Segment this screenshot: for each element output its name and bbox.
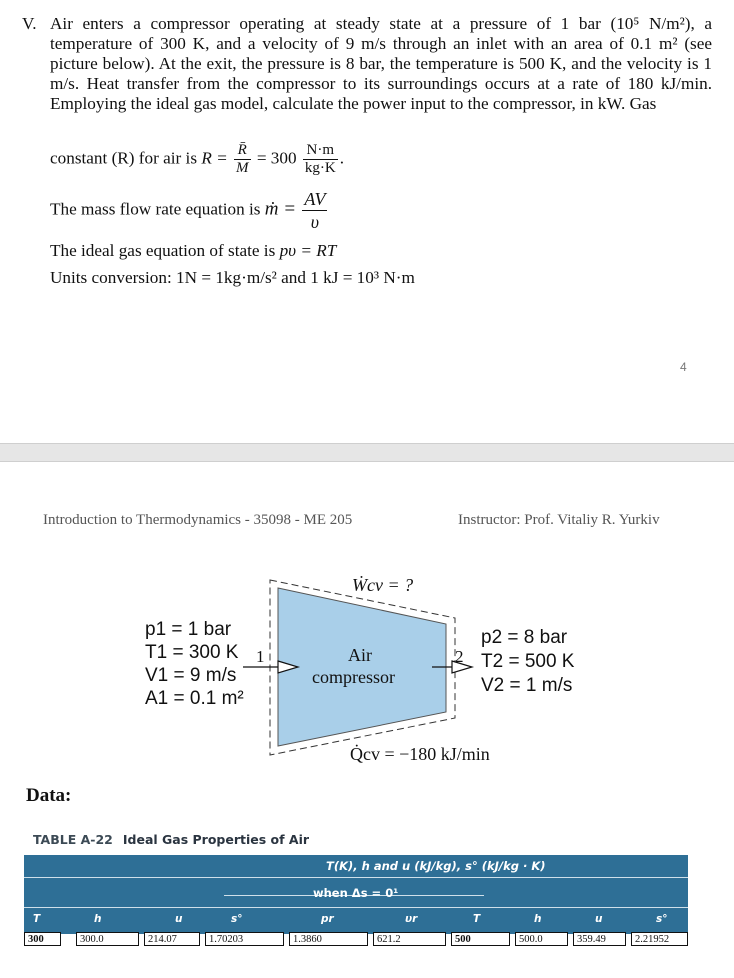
units-conversion: Units conversion: 1N = 1kg·m/s² and 1 kJ = 10³ N·m (50, 268, 415, 287)
exit-pressure: p2 = 8 bar (481, 627, 568, 648)
inlet-number: 1 (256, 647, 265, 666)
problem-text: Air enters a compressor operating at steady state at a pressure of 1 bar (10⁵ N/m²), a temperature of 300 K, and a velocity of 9 m/s through an inlet with an area of 0.1 m² (see picture below). At the exit, the pressure is 8 bar, the temperature is 500 K, and the velocity is 1 m/s. Heat transfer from the compressor to its surroundings occurs at a rate of 180 kJ/min. Employing the ideal gas model, calculate the power input to the compressor, in kW. Gas (50, 14, 712, 113)
problem-paragraph (22, 14, 712, 114)
table-cell-t1: 300 (24, 932, 61, 946)
course-header: Introduction to Thermodynamics - 35098 - ME 205 (43, 512, 353, 528)
mass-flow-prefix: The mass flow rate equation is (50, 199, 261, 219)
col-header-s1: s° (231, 913, 243, 925)
exit-velocity: V2 = 1 m/s (481, 675, 573, 696)
problem-statement (22, 14, 712, 114)
ideal-gas-line: The ideal gas equation of state is pυ = RT (50, 241, 337, 260)
col-header-u2: u (595, 913, 603, 925)
table-cell-h2: 500.0 (515, 932, 568, 946)
col-header-h2: h (534, 913, 542, 925)
data-label: Data: (26, 785, 72, 806)
table-name: Ideal Gas Properties of Air (122, 832, 310, 847)
exit-temperature: T2 = 500 K (481, 651, 575, 672)
col-header-t2: T (473, 913, 481, 925)
table-header-line2: when Δs = 0¹ (313, 886, 399, 900)
inlet-velocity: V1 = 9 m/s (145, 665, 237, 686)
gas-constant-unit: $\frac{N\cdot m}{kg\cdot K}$ (304, 142, 336, 176)
gas-constant-fraction: $\frac{R̄}{M}$ (236, 142, 249, 176)
table-cell-pr: 1.3860 (289, 932, 368, 946)
table-header-line1: T(K), h and u (kJ/kg), s° (kJ/kg · K) (326, 859, 546, 873)
mass-flow-lhs: ṁ = (264, 198, 297, 220)
col-header-t1: T (33, 913, 41, 925)
gas-constant-value: = 300 (256, 148, 297, 168)
table-title (33, 832, 309, 847)
problem-label: V. (22, 14, 37, 33)
exit-number: 2 (455, 647, 464, 666)
work-label: Ẇcv = ? (352, 575, 414, 595)
table-cell-t2: 500 (451, 932, 510, 946)
table-code: TABLE A-22 (33, 832, 113, 847)
table-cell-h1: 300.0 (76, 932, 139, 946)
page-number: 4 (680, 360, 687, 374)
table-cell-u1: 214.07 (144, 932, 200, 946)
col-header-u1: u (175, 913, 183, 925)
table-cell-vr: 621.2 (373, 932, 446, 946)
device-label-line1: Air (348, 645, 372, 665)
device-label-line2: compressor (312, 667, 395, 687)
mass-flow-line (50, 188, 329, 233)
table-cell-s2: 2.21952 (631, 932, 688, 946)
ideal-gas-equation: pυ = RT (279, 241, 337, 260)
mass-flow-fraction: $\frac{AV}{\upsilon}$ (304, 189, 326, 232)
col-header-pr: pr (321, 913, 334, 925)
inlet-temperature: T1 = 300 K (145, 642, 239, 663)
col-header-vr: υr (405, 913, 418, 925)
instructor-header: Instructor: Prof. Vitaliy R. Yurkiv (458, 512, 660, 528)
col-header-s2: s° (656, 913, 668, 925)
table-cell-u2: 359.49 (573, 932, 626, 946)
inlet-area: A1 = 0.1 m² (145, 688, 244, 709)
col-header-h1: h (94, 913, 102, 925)
page-divider (0, 443, 734, 462)
heat-label: Q̇cv = −180 kJ/min (350, 744, 490, 764)
table-cell-s1: 1.70203 (205, 932, 284, 946)
gas-constant-lhs: R = (201, 148, 228, 168)
gas-constant-line: constant (R) for air is R = $\frac{R̄}{M}$ = 300 $\frac{N\cdot m}{kg\cdot K}$ . (50, 142, 345, 176)
gas-constant-prefix: constant (R) for air is (50, 148, 198, 168)
inlet-pressure: p1 = 1 bar (145, 619, 232, 640)
